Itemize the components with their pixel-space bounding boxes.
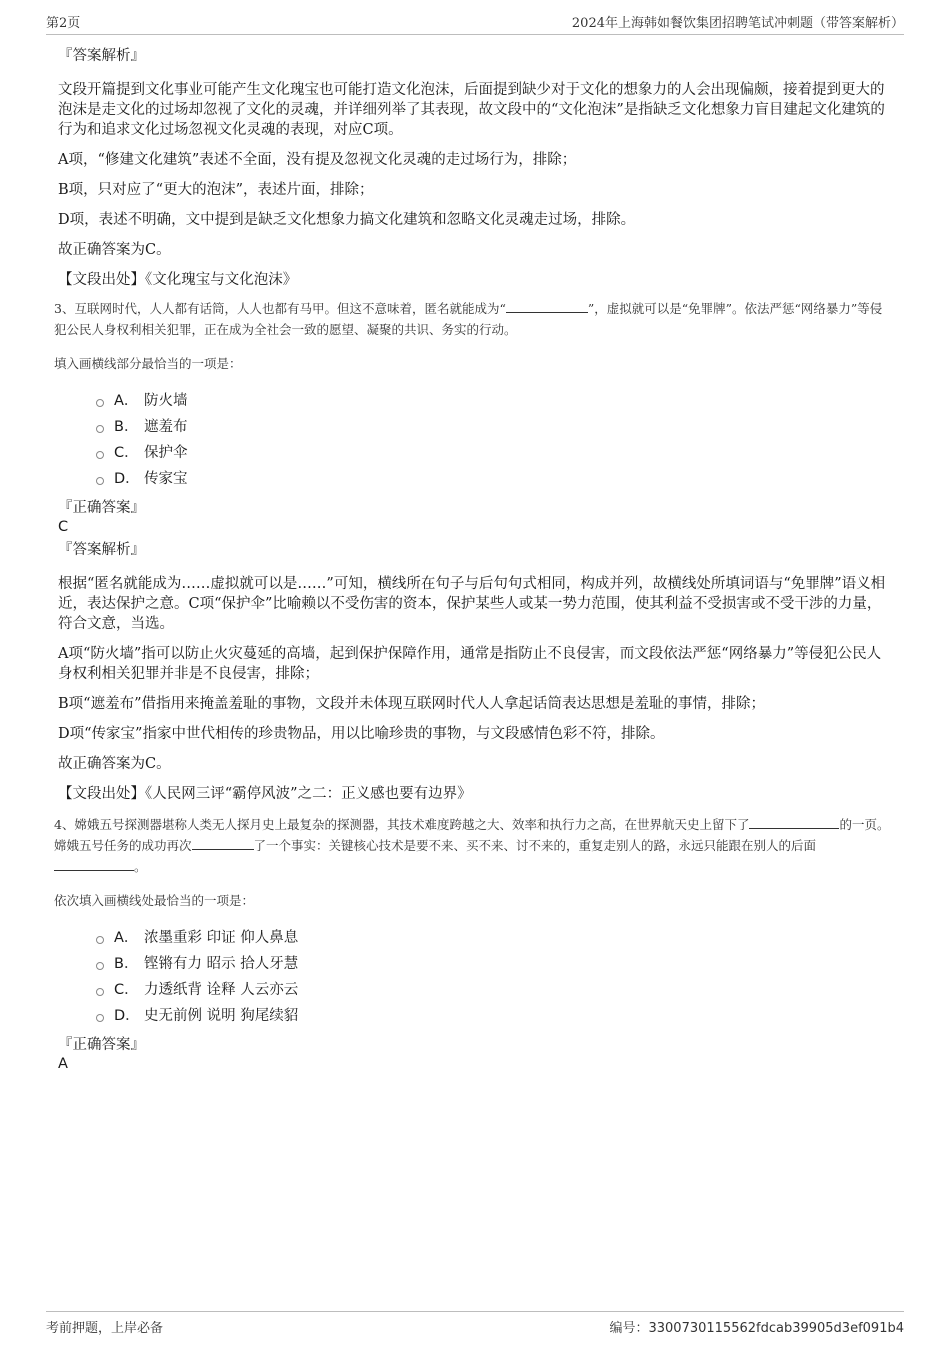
correct-answer: A <box>58 1056 68 1072</box>
correct-answer: C <box>58 519 69 535</box>
analysis-label: 『答案解析』 <box>58 542 145 558</box>
analysis-conclusion: 故正确答案为C。 <box>58 242 171 258</box>
page-number: 第2页 <box>46 16 81 31</box>
radio-button[interactable] <box>96 399 104 407</box>
radio-button[interactable] <box>96 1014 104 1022</box>
analysis-paragraph: 根据“匿名就能成为……虚拟就可以是……”可知，横线所在句子与后句句式相同，构成并列，故横线处所填词语与“免罪牌”语义相近，表达保护之意。C项“保护伞”比喻赖以不受伤害的资本，保护某些人或某一势力范围，使其利益不受损害或不受干涉的力量，符合文意，当选。 <box>58 576 886 632</box>
analysis-option-b: B项“遮羞布”借指用来掩盖羞耻的事物，文段并未体现互联网时代人人拿起话筒表达思想是羞耻的事情，排除； <box>58 696 765 712</box>
passage-source: 【文段出处】《人民网三评“霸停风波”之二：正义感也要有边界》 <box>58 786 472 802</box>
analysis-paragraph: 文段开篇提到文化事业可能产生文化瑰宝也可能打造文化泡沫，后面提到缺少对于文化的想象力的人会出现偏颇，接着提到更大的泡沫是走文化的过场却忽视了文化的灵魂，并详细列举了其表现，故文段中的“文化泡沫”是指缺乏文化想象力盲目建起文化建筑的行为和追求文化过场忽视文化灵魂的表现，对应C项。 <box>58 82 885 138</box>
radio-button[interactable] <box>96 477 104 485</box>
question-3 <box>54 298 890 804</box>
fill-blank <box>54 858 134 871</box>
document-title: 2024年上海韩如餐饮集团招聘笔试冲刺题（带答案解析） <box>571 16 904 31</box>
option-b[interactable]: B． 遮羞布 <box>96 412 890 438</box>
option-c[interactable]: C． 力透纸背 诠释 人云亦云 <box>96 975 890 1001</box>
footer-slogan: 考前押题，上岸必备 <box>46 1321 164 1336</box>
question-text: 3、互联网时代，人人都有话筒，人人也都有马甲。但这不意味着，匿名就能成为“ ”，虚拟就可以是“免罪牌”。依法严惩“网络暴力”等侵犯公民人身权利相关犯罪，正在成为全社会一致的愿望、凝聚的共识、务实的行动。 <box>54 301 883 337</box>
radio-button[interactable] <box>96 936 104 944</box>
analysis-option-a: A项，“修建文化建筑”表述不全面，没有提及忽视文化灵魂的走过场行为，排除； <box>58 152 577 168</box>
question-text: 4、嫦娥五号探测器堪称人类无人探月史上最复杂的探测器，其技术难度跨越之大、效率和执行力之高，在世界航天史上留下了 的一页。嫦娥五号任务的成功再次 了一个事实：关键核心技术是要不来、买不来、讨不来的，重复走别人的路，永远只能跟在别人的后面。 <box>54 817 890 874</box>
analysis-conclusion: 故正确答案为C。 <box>58 756 171 772</box>
option-a[interactable]: A． 防火墙 <box>96 386 890 412</box>
document-serial: 编号：3300730115562fdcab39905d3ef091b4 <box>609 1321 904 1336</box>
question-prompt: 依次填入画横线处最恰当的一项是： <box>54 893 255 908</box>
option-list <box>96 386 890 490</box>
answer-label: 『正确答案』 <box>58 500 145 516</box>
analysis-option-d: D项“传家宝”指家中世代相传的珍贵物品，用以比喻珍贵的事物，与文段感情色彩不符，排除。 <box>58 726 665 742</box>
option-c[interactable]: C． 保护伞 <box>96 438 890 464</box>
option-d[interactable]: D． 史无前例 说明 狗尾续貂 <box>96 1001 890 1027</box>
passage-source: 【文段出处】《文化瑰宝与文化泡沫》 <box>58 272 298 288</box>
fill-blank <box>506 300 588 313</box>
fill-blank <box>749 816 839 829</box>
analysis-option-a: A项“防火墙”指可以防止火灾蔓延的高墙，起到保护保障作用，通常是指防止不良侵害，而文段依法严惩“网络暴力”等侵犯公民人身权利相关犯罪并非是不良侵害，排除； <box>58 646 882 682</box>
radio-button[interactable] <box>96 962 104 970</box>
answer-label: 『正确答案』 <box>58 1037 145 1053</box>
page-content <box>54 46 890 1073</box>
option-list <box>96 923 890 1027</box>
analysis-option-d: D项，表述不明确，文中提到是缺乏文化想象力搞文化建筑和忽略文化灵魂走过场，排除。 <box>58 212 636 228</box>
q2-analysis <box>58 46 890 290</box>
fill-blank <box>192 837 254 850</box>
analysis-option-b: B项，只对应了“更大的泡沫”，表述片面，排除； <box>58 182 374 198</box>
radio-button[interactable] <box>96 451 104 459</box>
option-a[interactable]: A． 浓墨重彩 印证 仰人鼻息 <box>96 923 890 949</box>
page-header <box>46 12 904 35</box>
page-footer <box>46 1311 904 1336</box>
analysis-label: 『答案解析』 <box>58 48 145 64</box>
radio-button[interactable] <box>96 988 104 996</box>
radio-button[interactable] <box>96 425 104 433</box>
option-d[interactable]: D． 传家宝 <box>96 464 890 490</box>
option-b[interactable]: B． 铿锵有力 昭示 拾人牙慧 <box>96 949 890 975</box>
question-prompt: 填入画横线部分最恰当的一项是： <box>54 356 242 371</box>
question-4 <box>54 814 890 1073</box>
